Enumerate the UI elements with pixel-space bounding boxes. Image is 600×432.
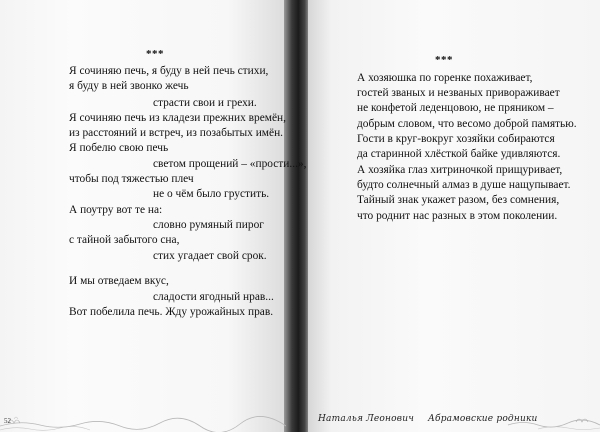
left-poem-line: стих угадает свой срок. bbox=[153, 250, 267, 262]
right-poem-stars: *** bbox=[435, 54, 453, 66]
left-poem-line: Я сочиняю печь из кладези прежних времён, bbox=[69, 112, 286, 124]
left-poem-line: светом прощений – «прости...», bbox=[153, 158, 307, 170]
left-poem-line: Я сочиняю печь, я буду в ней печь стихи, bbox=[69, 65, 269, 77]
left-poem-line: Вот побелила печь. Жду урожайных прав. bbox=[69, 306, 274, 318]
left-poem-line: Я побелю свою печь bbox=[69, 142, 169, 154]
book-footer bbox=[318, 414, 538, 424]
left-poem-line: я буду в ней звонко жечь bbox=[69, 80, 189, 92]
footer-author: Наталья Леонович bbox=[318, 414, 414, 424]
left-poem-line: И мы отведаем вкус, bbox=[69, 275, 169, 287]
right-footer-ornament bbox=[308, 392, 600, 432]
page-number: 52 bbox=[4, 417, 11, 425]
left-poem-line: страсти свои и грехи. bbox=[153, 97, 257, 109]
left-footer-ornament bbox=[0, 392, 286, 432]
right-poem-line: гостей званых и незваных привораживает bbox=[357, 87, 560, 99]
right-poem-line: Гости в круг-вокруг хозяйки собираются bbox=[357, 133, 555, 145]
right-poem-line: Тайный знак укажет разом, без сомнения, bbox=[357, 194, 560, 206]
left-poem-line: А поутру вот те на: bbox=[69, 204, 163, 216]
left-poem-stars: *** bbox=[146, 48, 164, 60]
footer-book-title: Абрамовские родники bbox=[428, 414, 538, 424]
left-poem-line: не о чём было грустить. bbox=[153, 188, 270, 200]
right-poem-line: А хозяюшка по горенке похаживает, bbox=[357, 72, 533, 84]
right-poem-line: будто солнечный алмаз в душе нащупывает. bbox=[357, 179, 571, 191]
left-poem-line: с тайной забытого сна, bbox=[69, 234, 180, 246]
right-poem-line: да старинной хлёсткой байке удивляются. bbox=[357, 148, 561, 160]
right-poem-line: А хозяйка глаз хитриночкой прищуривает, bbox=[357, 164, 563, 176]
left-poem-line: сладости ягодный нрав... bbox=[153, 291, 274, 303]
right-poem-line: не конфетой леденцовою, не пряником – bbox=[357, 102, 554, 114]
left-poem-line: из расстояний и встреч, из позабытых имён. bbox=[69, 127, 284, 139]
right-poem-line: добрым словом, что весомо доброй памятью. bbox=[357, 118, 577, 130]
left-poem-line: чтобы под тяжестью плеч bbox=[69, 173, 194, 185]
left-poem-line: словно румяный пирог bbox=[153, 219, 264, 231]
right-poem-line: что роднит нас разных в этом поколении. bbox=[357, 210, 558, 222]
